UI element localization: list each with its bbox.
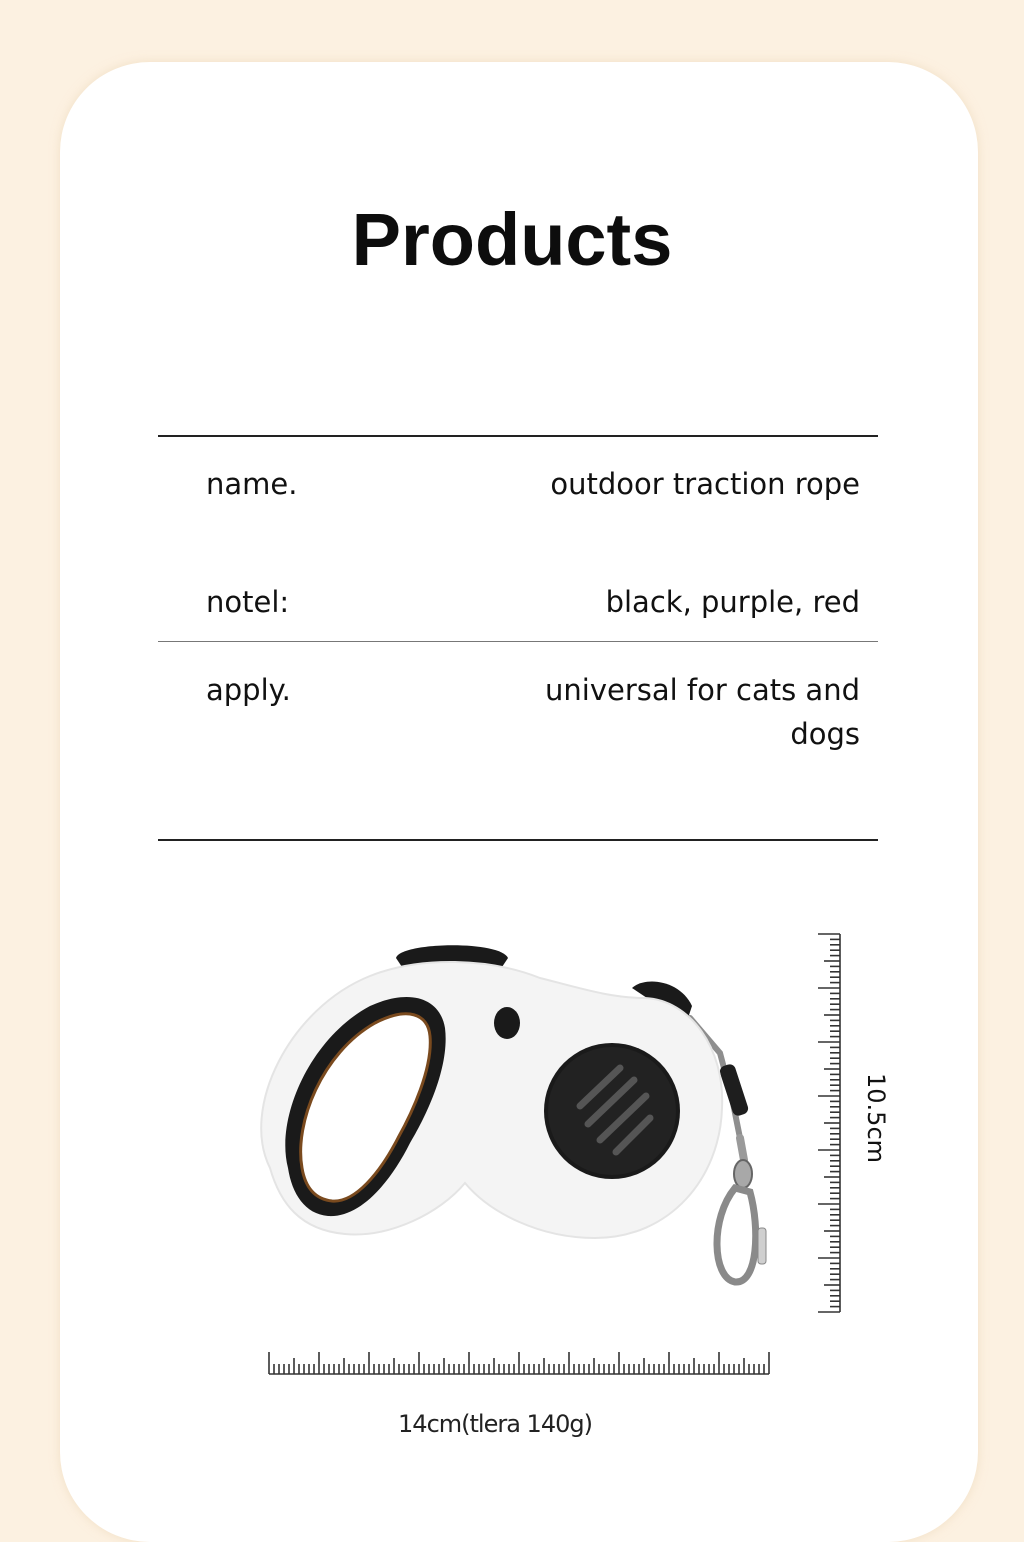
row-label-apply: apply.	[206, 673, 291, 707]
row-value-color: black, purple, red	[605, 585, 860, 619]
middle-divider	[158, 641, 878, 642]
horizontal-ruler-icon	[266, 1350, 774, 1380]
row-label-color: notel:	[206, 585, 290, 619]
product-card	[60, 62, 978, 1542]
row-value-apply: universal for cats and dogs	[545, 673, 860, 751]
width-label: 14cm(tlera 140g)	[398, 1410, 592, 1438]
bottom-divider	[158, 839, 878, 841]
retractable-leash-image	[250, 928, 770, 1298]
top-divider	[158, 435, 878, 437]
height-label: 10.5cm	[862, 1073, 890, 1164]
row-value-name: outdoor traction rope	[550, 467, 860, 501]
vertical-ruler-icon	[818, 930, 846, 1320]
row-label-name: name.	[206, 467, 298, 501]
page-title: Products	[351, 198, 673, 281]
